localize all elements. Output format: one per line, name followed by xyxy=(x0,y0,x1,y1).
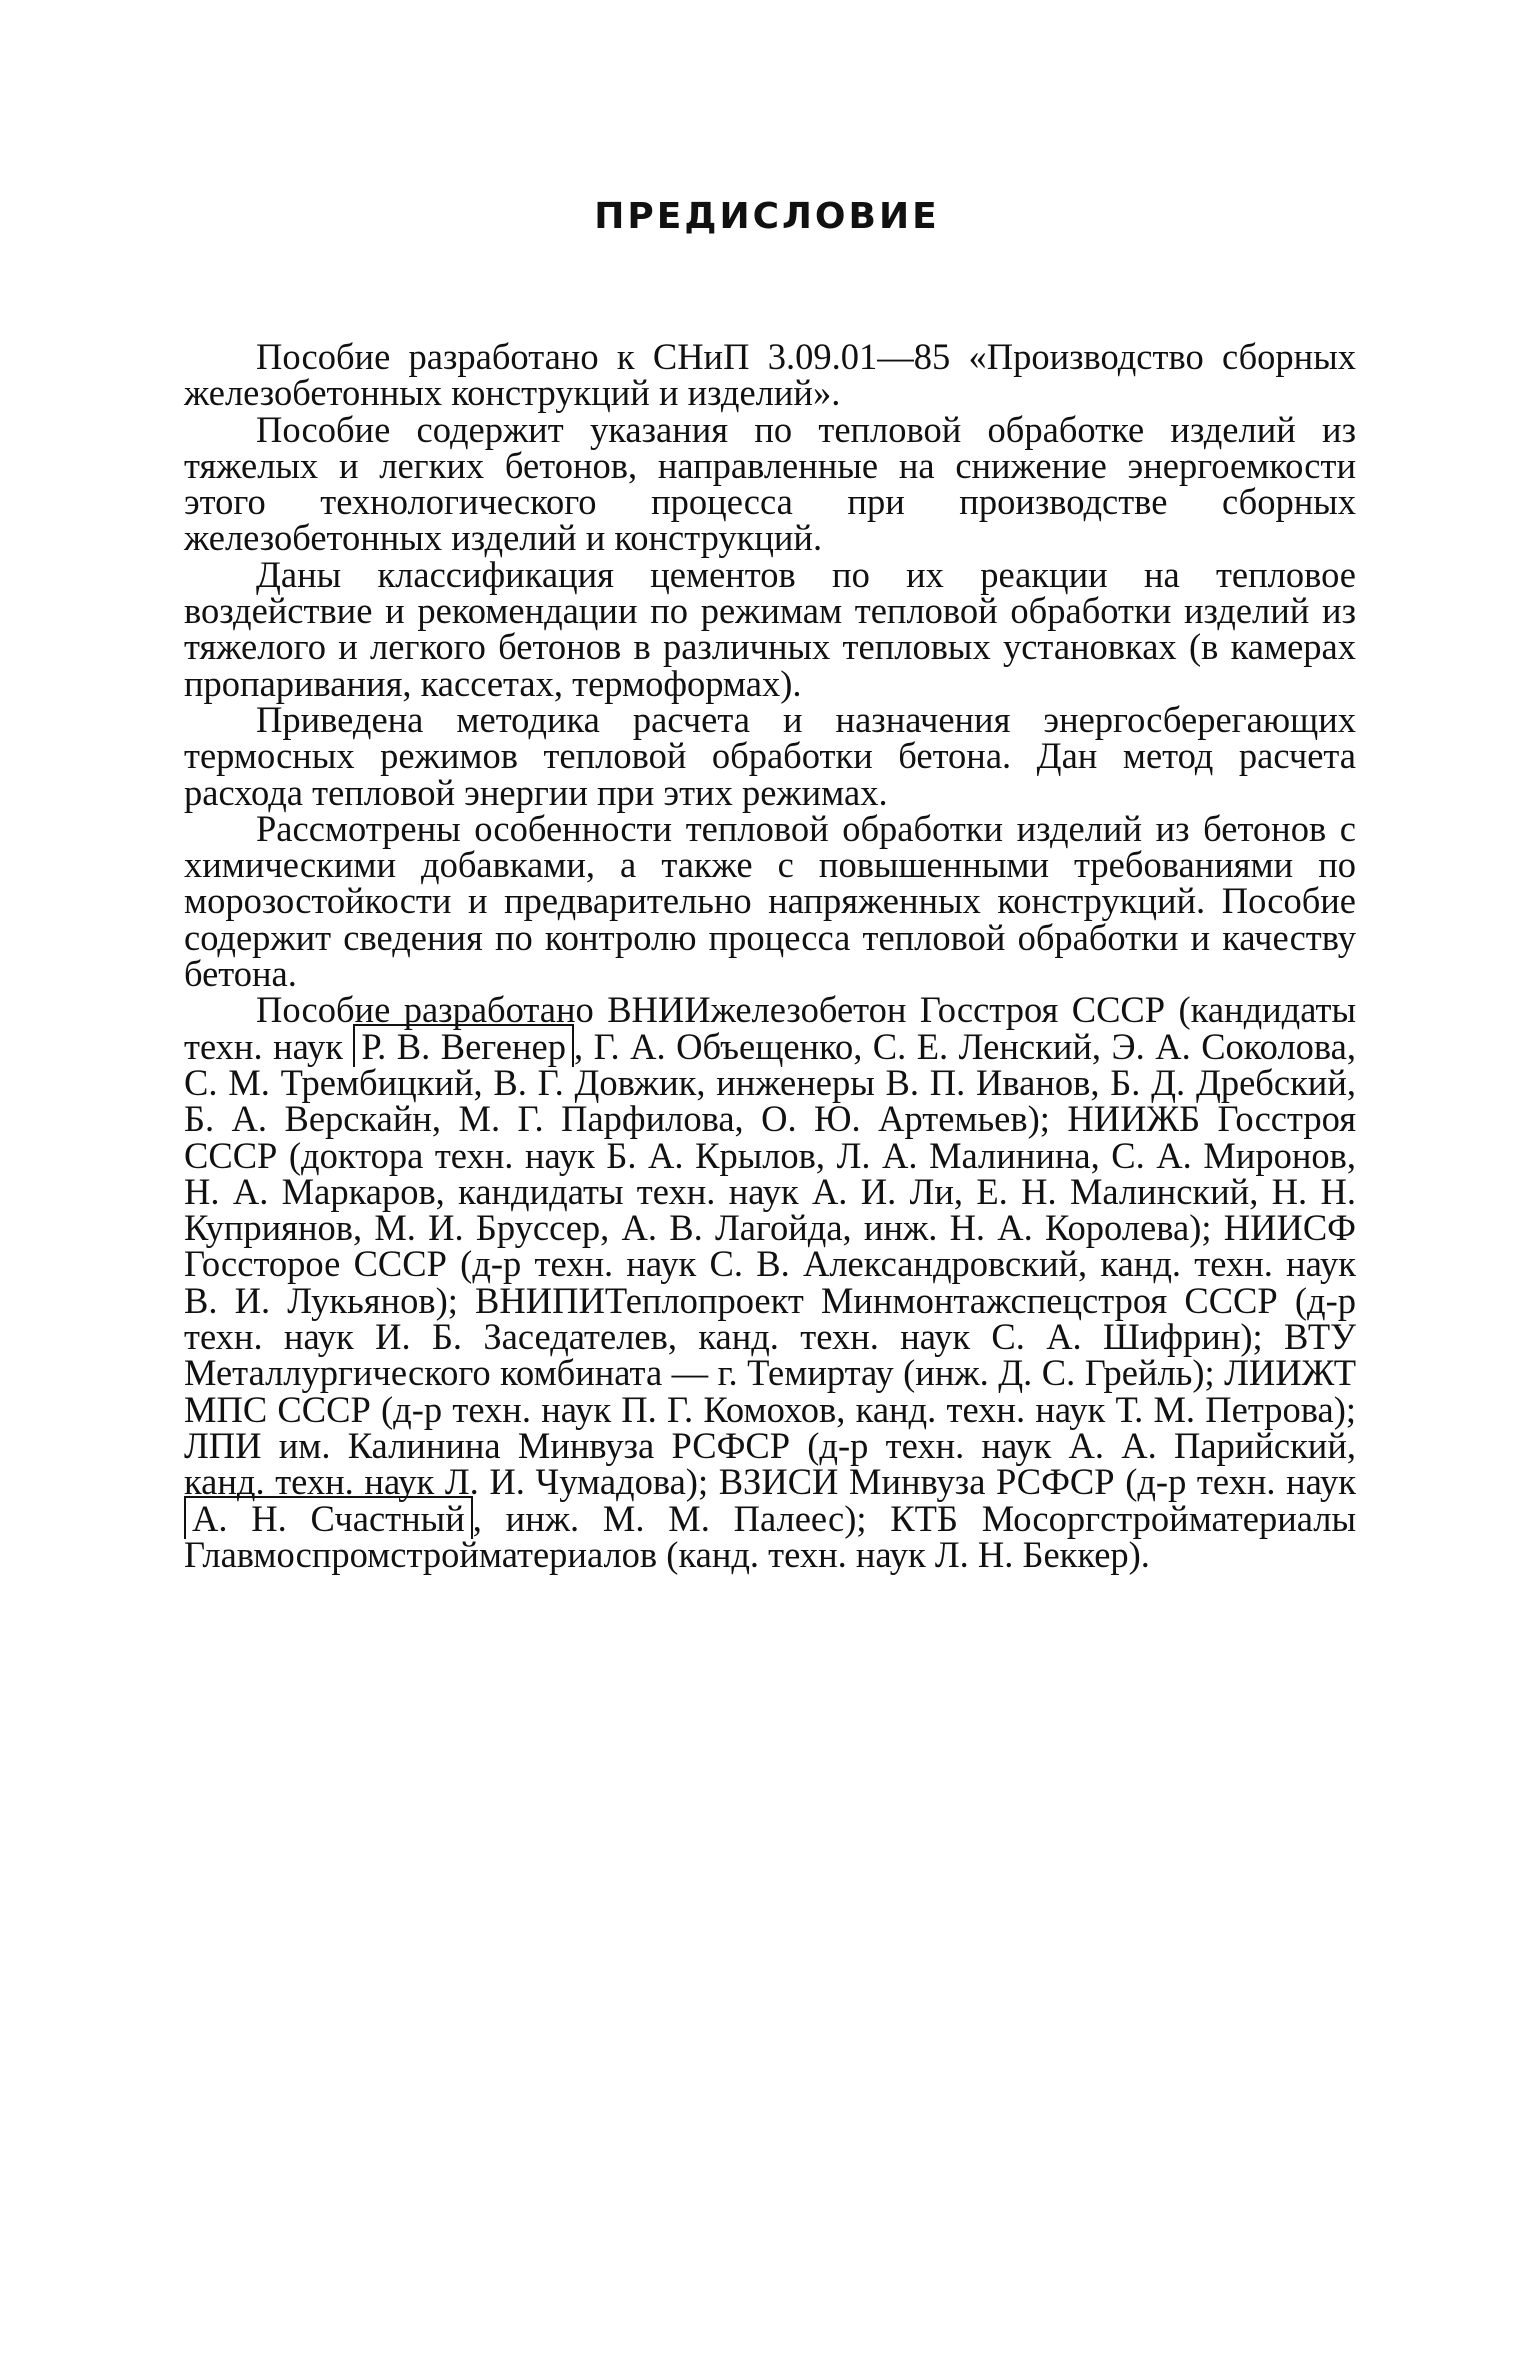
authors-text-1: Пособие разработано ВНИИжелезобетон Госстроя СССР (кандидаты техн. наук xyxy=(184,989,1356,1067)
preface-body xyxy=(184,336,1357,1575)
authors-text-2: , Г. А. Объещенко, С. Е. Ленский, Э. А. Соколова, С. М. Трембицкий, В. Г. Довжик, инженеры В. П. Иванов, Б. Д. Дребский, Б. А. Верскайн, М. Г. Парфилова, О. Ю. Артемьев); НИИЖБ Госстроя СССР (доктора техн. наук Б. А. Крылов, Л. А. Малинина, С. А. Миронов, Н. А. Маркаров, кандидаты техн. наук А. И. Ли, Е. Н. Малинский, Н. Н. Куприянов, М. И. Бруссер, А. В. Лагойда, инж. Н. А. Королева); НИИСФ Госсторое СССР (д-р техн. наук С. В. Александровский, канд. техн. наук В. И. Лукьянов); ВНИПИТеплопроект Минмонтажспецстроя СССР (д-р техн. наук И. Б. Заседателев, канд. техн. наук С. А. Шифрин); ВТУ Металлургического комбината — г. Темиртау (инж. Д. С. Грейль); ЛИИЖТ МПС СССР (д-р техн. наук П. Г. Комохов, канд. техн. наук Т. М. Петрова); ЛПИ им. Калинина Минвуза РСФСР (д-р техн. наук А. А. Парийский, канд. техн. наук Л. И. Чумадова); ВЗИСИ Минвуза РСФСР (д-р техн. наук xyxy=(184,1025,1356,1503)
authors-text-3: , инж. М. М. Палеес); КТБ Мосоргстройматериалы Главмоспромстройматериалов (канд. техн. наук Л. Н. Беккер). xyxy=(184,1497,1357,1575)
paragraph-3: Даны классификация цементов по их реакции на тепловое воздействие и рекомендации по режимам тепловой обработки изделий из тяжелого и легкого бетонов в различных тепловых установках (в камерах пропаривания, кассетах, термоформах). xyxy=(184,553,1356,704)
paragraph-2: Пособие содержит указания по тепловой обработке изделий из тяжелых и легких бетонов, направленные на снижение энергоемкости этого технологического процесса при производстве сборных железобетонных изделий и конструкций. xyxy=(184,408,1356,559)
paragraph-authors xyxy=(184,989,1357,1575)
deceased-author-box-2: А. Н. Счастный xyxy=(184,1496,473,1539)
deceased-author-box-1: Р. В. Вегенер xyxy=(353,1024,574,1067)
paragraph-1: Пособие разработано к СНиП 3.09.01—85 «Производство сборных железобетонных конструкций и изделий». xyxy=(184,336,1356,414)
page-title: ПРЕДИСЛОВИЕ xyxy=(594,196,940,237)
paragraph-5: Рассмотрены особенности тепловой обработки изделий из бетонов с химическими добавками, а также с повышенными требованиями по морозостойкости и предварительно напряженных конструкций. Пособие содержит сведения по контролю процесса тепловой обработки и качеству бетона. xyxy=(184,807,1356,995)
paragraph-4: Приведена методика расчета и назначения энергосберегающих термосных режимов тепловой обработки бетона. Дан метод расчета расхода тепловой энергии при этих режимах. xyxy=(184,698,1356,813)
